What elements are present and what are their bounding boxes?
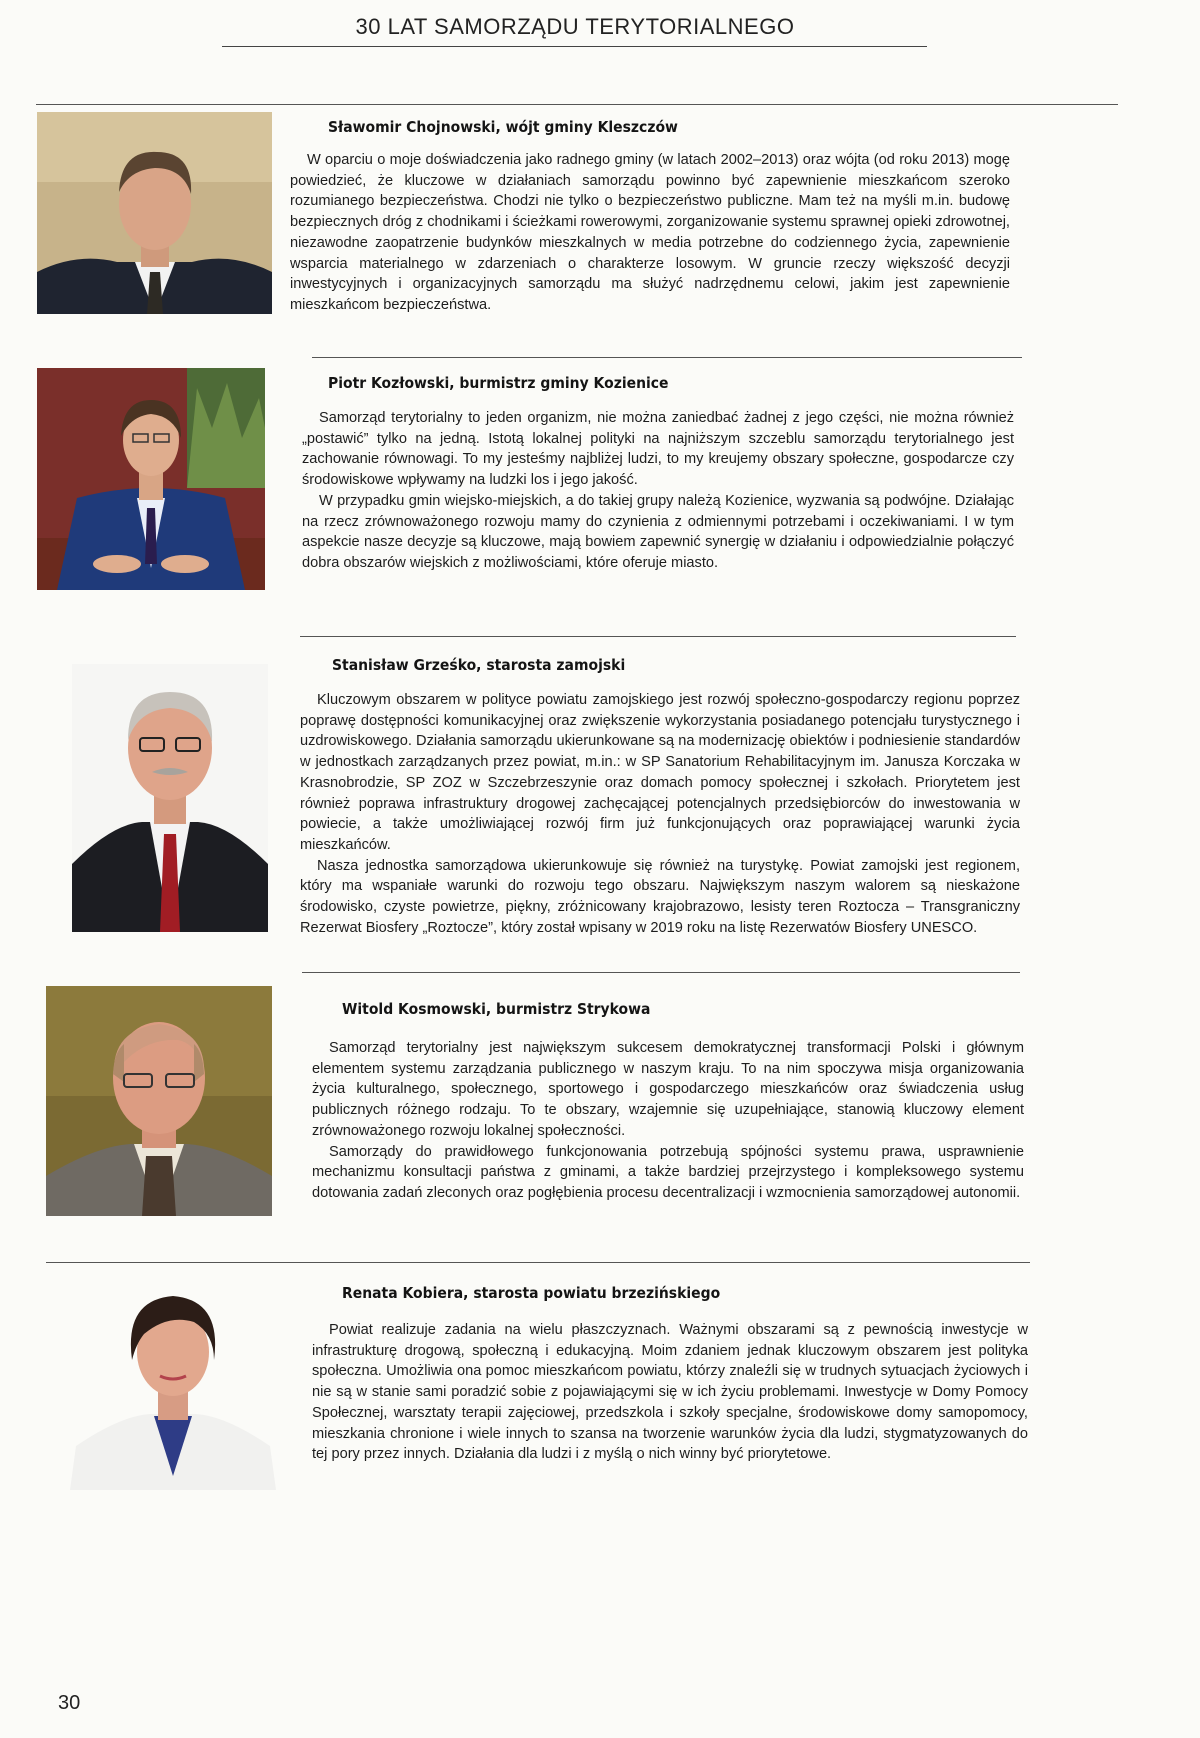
statement-paragraph: W oparciu o moje doświadczenia jako radnego gminy (w latach 2002–2013) oraz wójta (od roku 2013) mogę powiedzieć, że kluczowe w działaniach samorządu powinno być zapewnienie mieszkańcom szeroko rozumianego bezpieczeństwa. Chodzi nie tylko o bezpieczeństwo publiczne. Mam też na myśli m.in. budowę bezpiecznych dróg z chodnikami i ścieżkami rowerowymi, zorganizowanie systemu sprawnej opieki zdrowotnej, niezawodne zaopatrzenie budynków mieszkalnych w media potrzebne do codziennego życia, zapewnienie wsparcia materialnego w zdarzeniach o charakterze losowym. W gruncie rzeczy większość decyzji inwestycyjnych i organizacyjnych samorządu ma służyć nadrzędnemu celowi, jakim jest zapewnienie mieszkańcom bezpieczeństwa. xyxy=(290,152,1010,313)
statement-paragraph: Samorząd terytorialny jest największym sukcesem demokratycznej transformacji Polski i głównym elementem systemu zarządzania publicznego w naszym kraju. To na nim spoczywa misja organizowania życia kulturalnego, społecznego, sportowego i gospodarczego mieszkańców oraz świadczenia usług publicznych różnego rodzaju. To te obszary, wzajemnie się uzupełniające, stanowią kluczowy element zrównoważonego rozwoju lokalnej społeczności. xyxy=(312,1040,1024,1139)
portrait-man-photo xyxy=(37,368,265,590)
profile-divider xyxy=(300,636,1016,637)
portrait-man-photo xyxy=(72,664,268,932)
header-rule xyxy=(222,46,927,47)
statement-paragraph: Samorząd terytorialny to jeden organizm, nie można zaniedbać żadnej z jego części, nie można również „postawić” tylko na jedną. Istotą lokalnej polityki na najniższym szczeblu samorządu terytorialnego jest zachowanie równowagi. To my jesteśmy najbliżej ludzi, to my kreujemy obszary społeczne, gospodarcze czy środowiskowe wpływamy na ludzki los i jego jakość. xyxy=(302,410,1014,489)
profile-name: Piotr Kozłowski, burmistrz gminy Kozienice xyxy=(328,374,669,392)
profile-name: Stanisław Grześko, starosta zamojski xyxy=(332,656,626,674)
page-number: 30 xyxy=(58,1692,81,1714)
statement-paragraph: Samorządy do prawidłowego funkcjonowania potrzebują spójności systemu prawa, usprawnienie mechanizmu konsultacji państwa z gminami, a także bardziej przejrzystego i kompleksowego systemu dotowania zadań zleconych oraz pogłębienia procesu decentralizacji i wzmocnienia samorządowej autonomii. xyxy=(312,1143,1024,1201)
profile-statement xyxy=(290,150,1010,316)
profile-divider xyxy=(46,1262,1030,1263)
portrait-man-photo xyxy=(37,112,272,314)
page-header-title: 30 LAT SAMORZĄDU TERYTORIALNEGO xyxy=(355,14,795,39)
statement-paragraph: Nasza jednostka samorządowa ukierunkowuje się również na turystykę. Powiat zamojski jest regionem, który ma wspaniałe warunki do rozwoju tego obszaru. Największym naszym walorem są nieskażone środowisko, czyste powietrze, piękny, zróżnicowany krajobrazowo, lesisty teren Roztocza – Transgraniczny Rezerwat Biosfery „Roztocze”, który został wpisany w 2019 roku na listę Rezerwatów Biosfery UNESCO. xyxy=(300,857,1020,936)
statement-paragraph: Kluczowym obszarem w polityce powiatu zamojskiego jest rozwój społeczno-gospodarczy regionu poprzez poprawę dostępności komunikacyjnej oraz zwiększenie wykorzystania posiadanego potencjału turystycznego i uzdrowiskowego. Działania samorządu ukierunkowane są na modernizację obiektów i podniesienie standardów w jednostkach zarządzanych przez powiat, m.in.: w SP Sanatorium Rehabilitacyjnym im. Janusza Korczaka w Krasnobrodzie, SP ZOZ w Szczebrzeszynie oraz domach pomocy społecznej i szkołach. Priorytetem jest również poprawa infrastruktury drogowej zachęcającej potencjalnych przedsiębiorców do inwestowania w powiecie, a także umożliwiającej rozwój firm już funkcjonujących oraz poprawiającej warunki życia mieszkańców. xyxy=(300,692,1020,853)
portrait-woman-photo xyxy=(70,1276,276,1490)
statement-paragraph: Powiat realizuje zadania na wielu płaszczyznach. Ważnymi obszarami są z pewnością inwestycje w infrastrukturę drogową, społeczną i edukacyjną. Moim zdaniem jednak kluczowym obszarem jest polityka społeczna. Umożliwia ona pomoc mieszkańcom powiatu, którzy znaleźli się w trudnych sytuacjach życiowych i nie są w stanie sami poradzić sobie z pojawiającymi się w ich życiu problemami. Inwestycje w Domy Pomocy Społecznej, warsztaty terapii zajęciowej, przedszkola i szkoły specjalne, środowiskowe domy samopomocy, mieszkania chronione i wiele innych to szansa na tworzenie warunków życia dla ludzi, stygmatyzowanych do tej pory przez innych. Działania dla ludzi i z myślą o nich winny być priorytetowe. xyxy=(312,1322,1028,1463)
statement-paragraph: W przypadku gmin wiejsko-miejskich, a do takiej grupy należą Kozienice, wyzwania są podwójne. Działając na rzecz zrównoważonego rozwoju mamy do czynienia z odmiennymi potrzebami i oczekiwaniami. I w tym aspekcie nasze decyzje są kluczowe, mają bowiem zapewnić synergię w działaniu i odpowiedzialnie połączyć dobra obszarów wiejskich z możliwościami, które oferuje miasto. xyxy=(302,492,1014,571)
profile-divider xyxy=(36,104,1118,105)
profile-statement xyxy=(312,1320,1028,1465)
profile-name: Sławomir Chojnowski, wójt gminy Kleszczów xyxy=(328,118,678,136)
profile-name: Renata Kobiera, starosta powiatu brzezińskiego xyxy=(342,1284,721,1302)
profile-statement xyxy=(300,690,1020,938)
profile-statement xyxy=(312,1038,1024,1204)
profile-name: Witold Kosmowski, burmistrz Strykowa xyxy=(342,1000,651,1018)
profile-divider xyxy=(302,972,1020,973)
profile-statement xyxy=(302,408,1014,574)
portrait-man-photo xyxy=(46,986,272,1216)
profile-divider xyxy=(312,357,1022,358)
